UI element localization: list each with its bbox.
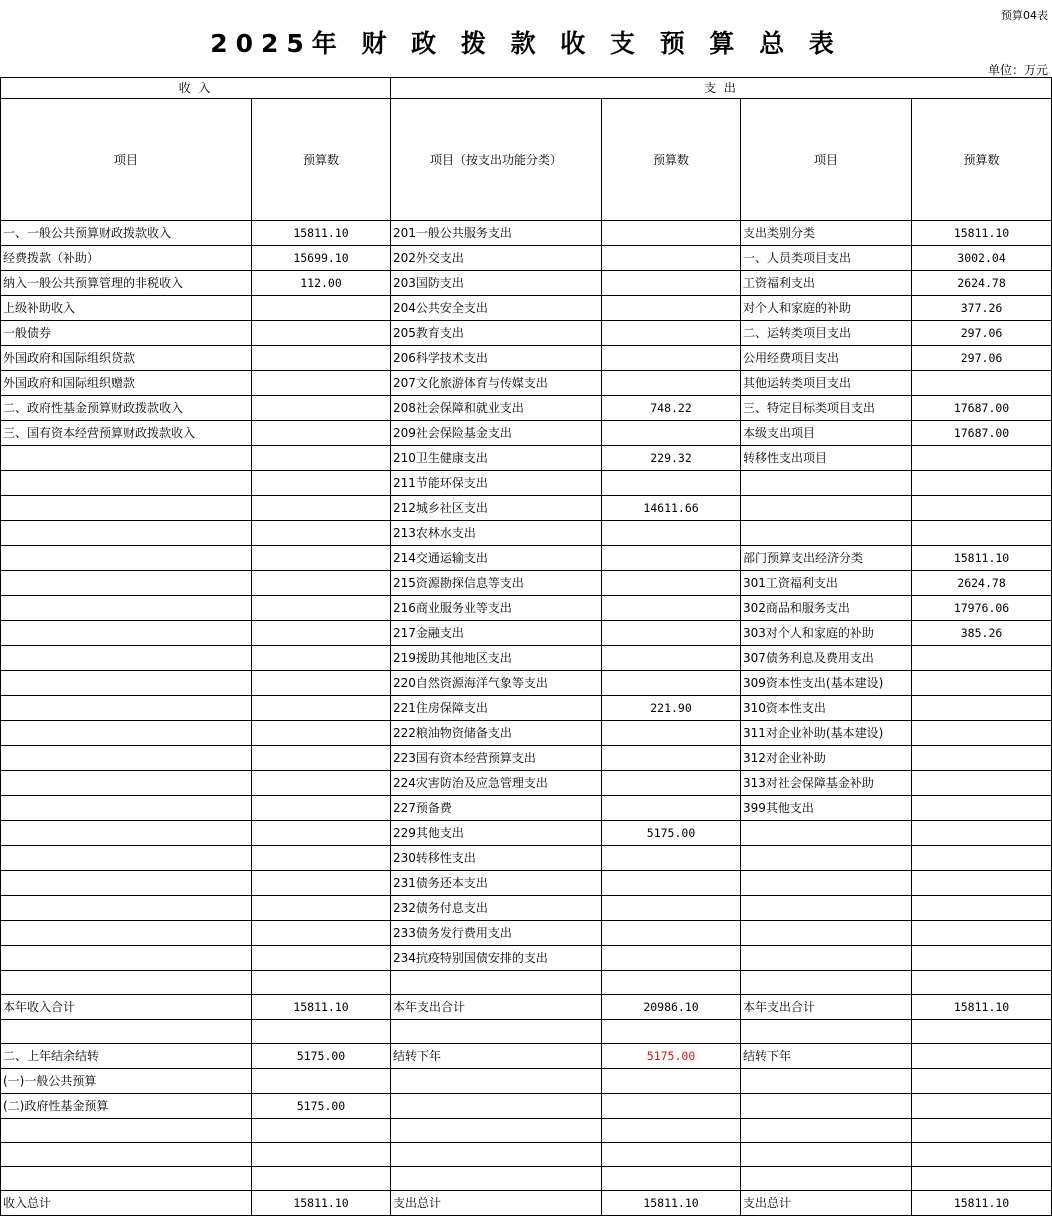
cell-econ-amount xyxy=(912,946,1052,971)
cell-func-item xyxy=(391,1020,602,1044)
cell-func-item: 203国防支出 xyxy=(391,271,602,296)
cell-econ-item: 结转下年 xyxy=(741,1044,912,1069)
cell-func-item: 结转下年 xyxy=(391,1044,602,1069)
header-func-amount: 预算数 xyxy=(602,99,741,221)
cell-econ-amount: 385.26 xyxy=(912,621,1052,646)
cell-econ-item: 302商品和服务支出 xyxy=(741,596,912,621)
cell-econ-item: 支出总计 xyxy=(741,1191,912,1216)
cell-func-item: 230转移性支出 xyxy=(391,846,602,871)
cell-income-item xyxy=(1,896,252,921)
cell-func-amount xyxy=(602,921,741,946)
cell-econ-amount xyxy=(912,1167,1052,1191)
cell-func-item: 234抗疫特别国债安排的支出 xyxy=(391,946,602,971)
cell-func-item: 201一般公共服务支出 xyxy=(391,221,602,246)
cell-econ-amount xyxy=(912,1020,1052,1044)
table-row xyxy=(1,1069,1052,1094)
cell-income-item xyxy=(1,446,252,471)
cell-econ-item: 转移性支出项目 xyxy=(741,446,912,471)
cell-econ-item xyxy=(741,496,912,521)
table-row xyxy=(1,221,1052,246)
cell-func-amount: 20986.10 xyxy=(602,995,741,1020)
table-row xyxy=(1,271,1052,296)
cell-econ-item xyxy=(741,971,912,995)
cell-income-item: 外国政府和国际组织贷款 xyxy=(1,346,252,371)
table-row xyxy=(1,1191,1052,1216)
cell-income-item xyxy=(1,671,252,696)
cell-econ-amount xyxy=(912,921,1052,946)
cell-income-amount xyxy=(252,421,391,446)
cell-econ-amount: 15811.10 xyxy=(912,221,1052,246)
table-row xyxy=(1,471,1052,496)
cell-econ-item xyxy=(741,471,912,496)
cell-income-item xyxy=(1,971,252,995)
cell-econ-item: 工资福利支出 xyxy=(741,271,912,296)
cell-func-amount xyxy=(602,371,741,396)
cell-func-item: 209社会保险基金支出 xyxy=(391,421,602,446)
cell-func-amount: 5175.00 xyxy=(602,1044,741,1069)
cell-income-amount xyxy=(252,896,391,921)
cell-func-amount xyxy=(602,1069,741,1094)
cell-econ-amount xyxy=(912,1119,1052,1143)
cell-func-amount xyxy=(602,221,741,246)
table-row xyxy=(1,321,1052,346)
section-income: 收 入 xyxy=(1,78,391,99)
table-row xyxy=(1,1167,1052,1191)
cell-func-amount xyxy=(602,871,741,896)
cell-income-item: 三、国有资本经营预算财政拨款收入 xyxy=(1,421,252,446)
cell-econ-item: 其他运转类项目支出 xyxy=(741,371,912,396)
cell-econ-amount: 297.06 xyxy=(912,321,1052,346)
cell-econ-amount xyxy=(912,671,1052,696)
page-title: 2025年 财 政 拨 款 收 支 预 算 总 表 xyxy=(210,29,842,58)
cell-func-amount xyxy=(602,346,741,371)
cell-econ-item xyxy=(741,1094,912,1119)
cell-income-amount xyxy=(252,346,391,371)
cell-income-item xyxy=(1,921,252,946)
cell-income-amount xyxy=(252,496,391,521)
cell-econ-item: 公用经费项目支出 xyxy=(741,346,912,371)
cell-econ-amount: 297.06 xyxy=(912,346,1052,371)
cell-econ-amount xyxy=(912,971,1052,995)
cell-econ-amount: 15811.10 xyxy=(912,995,1052,1020)
cell-econ-item xyxy=(741,521,912,546)
table-row xyxy=(1,971,1052,995)
cell-econ-amount xyxy=(912,846,1052,871)
cell-econ-amount xyxy=(912,446,1052,471)
cell-func-item: 217金融支出 xyxy=(391,621,602,646)
cell-income-item xyxy=(1,521,252,546)
cell-income-amount xyxy=(252,721,391,746)
cell-econ-amount xyxy=(912,746,1052,771)
table-row xyxy=(1,346,1052,371)
cell-econ-amount xyxy=(912,1044,1052,1069)
header-income-item: 项目 xyxy=(1,99,252,221)
cell-func-amount xyxy=(602,946,741,971)
cell-econ-amount xyxy=(912,496,1052,521)
table-row xyxy=(1,421,1052,446)
cell-econ-amount xyxy=(912,796,1052,821)
form-number: 预算04表 xyxy=(1001,9,1048,22)
cell-func-item: 215资源勘探信息等支出 xyxy=(391,571,602,596)
cell-func-item: 232债务付息支出 xyxy=(391,896,602,921)
header-func-item: 项目（按支出功能分类） xyxy=(391,99,602,221)
cell-income-amount xyxy=(252,446,391,471)
cell-income-amount: 5175.00 xyxy=(252,1094,391,1119)
table-row xyxy=(1,1020,1052,1044)
cell-econ-amount xyxy=(912,721,1052,746)
cell-income-item: 一、一般公共预算财政拨款收入 xyxy=(1,221,252,246)
cell-income-item: 纳入一般公共预算管理的非税收入 xyxy=(1,271,252,296)
cell-income-item: 经费拨款（补助） xyxy=(1,246,252,271)
cell-func-amount xyxy=(602,421,741,446)
cell-income-item: (一)一般公共预算 xyxy=(1,1069,252,1094)
cell-econ-amount xyxy=(912,1094,1052,1119)
cell-income-item: 二、上年结余结转 xyxy=(1,1044,252,1069)
table-row xyxy=(1,846,1052,871)
cell-income-amount xyxy=(252,921,391,946)
table-row xyxy=(1,696,1052,721)
cell-econ-amount xyxy=(912,1069,1052,1094)
cell-income-amount xyxy=(252,746,391,771)
section-expense: 支 出 xyxy=(391,78,1052,99)
cell-func-amount xyxy=(602,1167,741,1191)
table-row xyxy=(1,946,1052,971)
cell-econ-item xyxy=(741,846,912,871)
cell-func-amount: 229.32 xyxy=(602,446,741,471)
cell-econ-amount xyxy=(912,371,1052,396)
cell-econ-amount xyxy=(912,471,1052,496)
cell-func-item: 227预备费 xyxy=(391,796,602,821)
cell-econ-item: 309资本性支出(基本建设) xyxy=(741,671,912,696)
cell-income-amount xyxy=(252,1143,391,1167)
cell-income-amount: 112.00 xyxy=(252,271,391,296)
cell-econ-item xyxy=(741,896,912,921)
cell-income-amount xyxy=(252,371,391,396)
cell-func-amount xyxy=(602,321,741,346)
cell-income-amount xyxy=(252,296,391,321)
cell-income-amount: 15811.10 xyxy=(252,221,391,246)
cell-econ-amount xyxy=(912,871,1052,896)
cell-income-amount xyxy=(252,846,391,871)
cell-func-amount xyxy=(602,771,741,796)
cell-income-amount xyxy=(252,971,391,995)
table-row xyxy=(1,721,1052,746)
cell-econ-amount xyxy=(912,896,1052,921)
cell-econ-item: 对个人和家庭的补助 xyxy=(741,296,912,321)
cell-income-amount xyxy=(252,821,391,846)
cell-econ-item: 本级支出项目 xyxy=(741,421,912,446)
cell-econ-item xyxy=(741,946,912,971)
cell-func-item: 本年支出合计 xyxy=(391,995,602,1020)
cell-econ-amount xyxy=(912,646,1052,671)
cell-func-item: 220自然资源海洋气象等支出 xyxy=(391,671,602,696)
section-header-row xyxy=(1,78,1052,99)
cell-econ-item: 307债务利息及费用支出 xyxy=(741,646,912,671)
cell-econ-item: 313对社会保障基金补助 xyxy=(741,771,912,796)
table-row xyxy=(1,1119,1052,1143)
cell-func-item xyxy=(391,1119,602,1143)
cell-func-item: 204公共安全支出 xyxy=(391,296,602,321)
cell-income-amount: 5175.00 xyxy=(252,1044,391,1069)
cell-econ-amount xyxy=(912,1143,1052,1167)
cell-func-item xyxy=(391,1069,602,1094)
cell-func-item xyxy=(391,971,602,995)
cell-econ-amount: 377.26 xyxy=(912,296,1052,321)
cell-func-item: 212城乡社区支出 xyxy=(391,496,602,521)
cell-econ-amount xyxy=(912,521,1052,546)
cell-econ-item xyxy=(741,1069,912,1094)
cell-func-amount xyxy=(602,546,741,571)
table-row xyxy=(1,371,1052,396)
cell-func-item: 231债务还本支出 xyxy=(391,871,602,896)
cell-income-item: (二)政府性基金预算 xyxy=(1,1094,252,1119)
table-row xyxy=(1,771,1052,796)
cell-func-amount xyxy=(602,896,741,921)
header-econ-amount: 预算数 xyxy=(912,99,1052,221)
cell-income-amount xyxy=(252,321,391,346)
cell-func-item xyxy=(391,1094,602,1119)
cell-income-amount xyxy=(252,696,391,721)
cell-income-item xyxy=(1,646,252,671)
cell-func-item: 210卫生健康支出 xyxy=(391,446,602,471)
cell-econ-item xyxy=(741,1167,912,1191)
cell-func-amount xyxy=(602,296,741,321)
cell-income-item: 本年收入合计 xyxy=(1,995,252,1020)
cell-econ-amount xyxy=(912,696,1052,721)
cell-func-item: 222粮油物资储备支出 xyxy=(391,721,602,746)
cell-income-amount xyxy=(252,521,391,546)
cell-econ-item xyxy=(741,921,912,946)
budget-table xyxy=(0,77,1052,1216)
cell-income-amount: 15811.10 xyxy=(252,1191,391,1216)
cell-income-amount: 15699.10 xyxy=(252,246,391,271)
table-row xyxy=(1,621,1052,646)
cell-income-item xyxy=(1,821,252,846)
cell-income-amount xyxy=(252,396,391,421)
cell-func-amount xyxy=(602,246,741,271)
cell-income-item: 收入总计 xyxy=(1,1191,252,1216)
cell-econ-item: 部门预算支出经济分类 xyxy=(741,546,912,571)
cell-income-amount xyxy=(252,1069,391,1094)
cell-func-item: 229其他支出 xyxy=(391,821,602,846)
cell-income-amount xyxy=(252,796,391,821)
unit-label: 单位：万元 xyxy=(987,63,1048,77)
cell-func-amount xyxy=(602,521,741,546)
cell-income-item xyxy=(1,871,252,896)
cell-income-item: 一般债券 xyxy=(1,321,252,346)
cell-income-item xyxy=(1,1167,252,1191)
cell-income-item xyxy=(1,771,252,796)
cell-income-item xyxy=(1,721,252,746)
table-row xyxy=(1,296,1052,321)
table-row xyxy=(1,546,1052,571)
cell-func-amount xyxy=(602,571,741,596)
cell-income-amount xyxy=(252,571,391,596)
cell-income-amount xyxy=(252,471,391,496)
cell-income-amount xyxy=(252,946,391,971)
cell-func-item: 208社会保障和就业支出 xyxy=(391,396,602,421)
cell-func-amount xyxy=(602,1094,741,1119)
cell-func-item: 221住房保障支出 xyxy=(391,696,602,721)
cell-income-item: 二、政府性基金预算财政拨款收入 xyxy=(1,396,252,421)
table-row xyxy=(1,796,1052,821)
cell-income-amount xyxy=(252,671,391,696)
header-econ-item: 项目 xyxy=(741,99,912,221)
cell-income-amount xyxy=(252,646,391,671)
table-row xyxy=(1,646,1052,671)
table-row xyxy=(1,995,1052,1020)
table-row xyxy=(1,521,1052,546)
table-row xyxy=(1,246,1052,271)
table-row xyxy=(1,396,1052,421)
cell-income-amount xyxy=(252,1119,391,1143)
cell-func-item xyxy=(391,1143,602,1167)
cell-func-amount xyxy=(602,471,741,496)
cell-income-item xyxy=(1,846,252,871)
header-income-amount: 预算数 xyxy=(252,99,391,221)
cell-econ-item: 三、特定目标类项目支出 xyxy=(741,396,912,421)
cell-econ-item: 399其他支出 xyxy=(741,796,912,821)
cell-econ-item: 310资本性支出 xyxy=(741,696,912,721)
cell-func-amount xyxy=(602,846,741,871)
cell-income-item xyxy=(1,946,252,971)
cell-econ-item xyxy=(741,1143,912,1167)
table-row xyxy=(1,921,1052,946)
table-row xyxy=(1,1094,1052,1119)
cell-econ-item: 支出类别分类 xyxy=(741,221,912,246)
cell-income-amount: 15811.10 xyxy=(252,995,391,1020)
cell-func-amount xyxy=(602,1119,741,1143)
cell-income-amount xyxy=(252,1020,391,1044)
cell-func-amount xyxy=(602,746,741,771)
table-row xyxy=(1,671,1052,696)
cell-income-item xyxy=(1,1119,252,1143)
cell-income-amount xyxy=(252,596,391,621)
cell-func-amount xyxy=(602,271,741,296)
cell-income-item: 上级补助收入 xyxy=(1,296,252,321)
cell-func-amount: 221.90 xyxy=(602,696,741,721)
table-row xyxy=(1,871,1052,896)
cell-econ-item: 301工资福利支出 xyxy=(741,571,912,596)
cell-econ-amount: 3002.04 xyxy=(912,246,1052,271)
cell-econ-amount: 17976.06 xyxy=(912,596,1052,621)
cell-income-item xyxy=(1,621,252,646)
cell-income-amount xyxy=(252,546,391,571)
table-row xyxy=(1,596,1052,621)
cell-func-amount xyxy=(602,671,741,696)
cell-income-amount xyxy=(252,1167,391,1191)
cell-func-amount xyxy=(602,621,741,646)
cell-func-amount xyxy=(602,971,741,995)
cell-econ-amount: 2624.78 xyxy=(912,271,1052,296)
cell-econ-item xyxy=(741,871,912,896)
cell-income-item xyxy=(1,696,252,721)
cell-income-item xyxy=(1,796,252,821)
cell-func-item: 213农林水支出 xyxy=(391,521,602,546)
cell-func-amount xyxy=(602,1143,741,1167)
cell-func-amount xyxy=(602,596,741,621)
table-row xyxy=(1,446,1052,471)
cell-func-item: 233债务发行费用支出 xyxy=(391,921,602,946)
cell-func-item: 支出总计 xyxy=(391,1191,602,1216)
cell-func-item: 211节能环保支出 xyxy=(391,471,602,496)
cell-func-amount xyxy=(602,796,741,821)
cell-econ-amount: 17687.00 xyxy=(912,396,1052,421)
cell-func-amount xyxy=(602,721,741,746)
cell-func-item: 207文化旅游体育与传媒支出 xyxy=(391,371,602,396)
cell-func-amount: 748.22 xyxy=(602,396,741,421)
cell-income-amount xyxy=(252,621,391,646)
cell-func-item: 205教育支出 xyxy=(391,321,602,346)
cell-econ-amount xyxy=(912,821,1052,846)
cell-func-item: 223国有资本经营预算支出 xyxy=(391,746,602,771)
table-row xyxy=(1,821,1052,846)
column-header-row xyxy=(1,99,1052,221)
cell-func-item: 224灾害防治及应急管理支出 xyxy=(391,771,602,796)
cell-econ-amount xyxy=(912,771,1052,796)
cell-econ-item xyxy=(741,821,912,846)
cell-income-item xyxy=(1,471,252,496)
cell-econ-amount: 17687.00 xyxy=(912,421,1052,446)
table-row xyxy=(1,746,1052,771)
cell-econ-item: 二、运转类项目支出 xyxy=(741,321,912,346)
cell-econ-amount: 15811.10 xyxy=(912,1191,1052,1216)
cell-income-item xyxy=(1,546,252,571)
cell-econ-item: 一、人员类项目支出 xyxy=(741,246,912,271)
table-row xyxy=(1,896,1052,921)
cell-income-item xyxy=(1,746,252,771)
table-row xyxy=(1,1143,1052,1167)
cell-func-item: 206科学技术支出 xyxy=(391,346,602,371)
cell-func-item: 216商业服务业等支出 xyxy=(391,596,602,621)
cell-econ-item: 311对企业补助(基本建设) xyxy=(741,721,912,746)
cell-econ-amount: 2624.78 xyxy=(912,571,1052,596)
cell-income-item xyxy=(1,1143,252,1167)
cell-econ-amount: 15811.10 xyxy=(912,546,1052,571)
table-row xyxy=(1,1044,1052,1069)
cell-func-amount: 5175.00 xyxy=(602,821,741,846)
cell-func-item: 202外交支出 xyxy=(391,246,602,271)
cell-income-item xyxy=(1,496,252,521)
cell-func-item: 214交通运输支出 xyxy=(391,546,602,571)
cell-econ-item xyxy=(741,1020,912,1044)
cell-econ-item xyxy=(741,1119,912,1143)
cell-income-item xyxy=(1,571,252,596)
cell-func-item xyxy=(391,1167,602,1191)
cell-econ-item: 303对个人和家庭的补助 xyxy=(741,621,912,646)
table-row xyxy=(1,571,1052,596)
cell-econ-item: 312对企业补助 xyxy=(741,746,912,771)
table-row xyxy=(1,496,1052,521)
cell-econ-item: 本年支出合计 xyxy=(741,995,912,1020)
cell-income-item xyxy=(1,1020,252,1044)
cell-income-item: 外国政府和国际组织赠款 xyxy=(1,371,252,396)
cell-income-amount xyxy=(252,871,391,896)
cell-func-amount: 15811.10 xyxy=(602,1191,741,1216)
cell-func-item: 219援助其他地区支出 xyxy=(391,646,602,671)
cell-income-item xyxy=(1,596,252,621)
cell-func-amount xyxy=(602,646,741,671)
cell-income-amount xyxy=(252,771,391,796)
cell-func-amount xyxy=(602,1020,741,1044)
cell-func-amount: 14611.66 xyxy=(602,496,741,521)
